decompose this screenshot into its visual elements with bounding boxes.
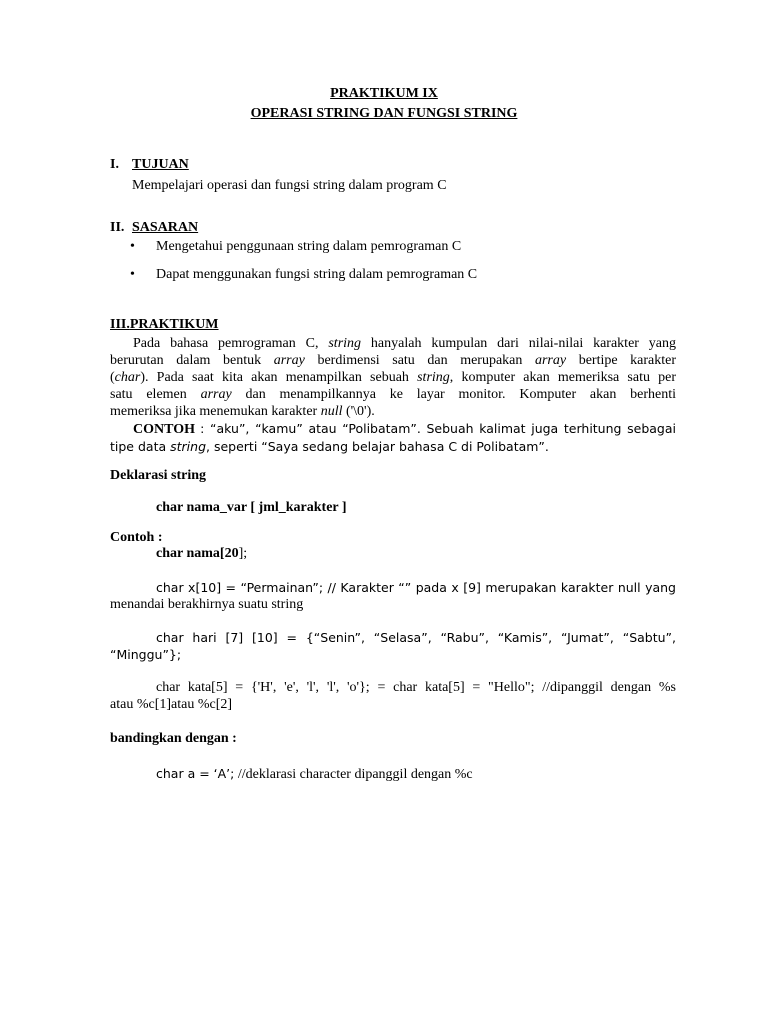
text-run-italic: array (200, 387, 232, 402)
text-run: Pada bahasa pemrograman C, (133, 336, 319, 351)
text-run-italic: char (114, 370, 141, 385)
text-run: char kata[5] = {'H', 'e', 'l', 'l', 'o'}; = char kata[5] = "Hello"; //dipanggil dengan %s (156, 680, 676, 695)
list-item-text: Mengetahui penggunaan string dalam pemrograman C (156, 239, 462, 254)
tujuan-text: Mempelajari operasi dan fungsi string dalam program C (132, 178, 447, 193)
text-run: char a = ‘A’; (156, 766, 235, 781)
section-heading-sasaran (110, 220, 198, 236)
example-line: atau %c[1]atau %c[2] (110, 697, 233, 712)
section-number: III. (110, 317, 130, 332)
example-line (156, 679, 676, 696)
paragraph-line (133, 420, 676, 438)
section-heading-praktikum (110, 317, 219, 333)
text-run-italic: array (534, 353, 567, 368)
text-run-italic: null (320, 404, 343, 419)
deklarasi-label: Deklarasi string (110, 468, 207, 483)
bullet-icon: • (130, 267, 135, 282)
text-run: hanyalah kumpulan dari nilai-nilai karakter yang (370, 336, 677, 351)
list-item (130, 239, 461, 255)
list-item (130, 267, 477, 283)
section-number: I. (110, 157, 119, 172)
text-run: ('\0'). (345, 404, 375, 419)
text-run-bold: char nama[ (156, 546, 225, 561)
example-line (156, 579, 676, 596)
text-run: satu elemen (110, 387, 187, 402)
text-run: , seperti “Saya sedang belajar bahasa C di Polibatam”. (206, 439, 549, 454)
contoh-code (156, 545, 247, 562)
section-label: SASARAN (132, 220, 199, 235)
text-run: tipe data (110, 439, 167, 454)
paragraph-line (110, 369, 676, 386)
deklarasi-code: char nama_var [ jml_karakter ] (156, 500, 347, 515)
text-run: bertipe karakter (578, 353, 677, 368)
text-run: ]; (238, 546, 248, 561)
section-label: PRAKTIKUM (129, 317, 219, 332)
contoh-label: Contoh : (110, 530, 163, 545)
section-heading-tujuan (110, 157, 189, 173)
text-run-italic: string (328, 336, 362, 351)
text-run: : “aku”, “kamu” atau “Polibatam”. Sebuah kalimat juga terhitung sebagai (200, 421, 676, 436)
paragraph-line (110, 438, 549, 455)
text-run: berurutan dalam bentuk (110, 353, 262, 368)
paragraph-line (110, 386, 676, 403)
example-line: “Minggu”}; (110, 647, 182, 662)
char-a-example (156, 765, 473, 783)
text-run-bold: 20 (224, 546, 239, 561)
text-run: berdimensi satu dan merupakan (317, 353, 523, 368)
text-run: , komputer akan memeriksa satu per (449, 370, 677, 385)
paragraph-line (110, 352, 676, 369)
text-run: //deklarasi character dipanggil dengan %c (237, 767, 473, 782)
example-line: menandai berakhirnya suatu string (110, 597, 304, 612)
text-run-bold: CONTOH (133, 422, 195, 437)
page-subtitle: OPERASI STRING DAN FUNGSI STRING (250, 106, 518, 121)
section-label: TUJUAN (132, 157, 189, 172)
example-line (156, 629, 676, 646)
paragraph-line (133, 335, 676, 352)
bullet-icon: • (130, 239, 135, 254)
list-item-text: Dapat menggunakan fungsi string dalam pemrograman C (156, 267, 478, 282)
text-run: char x[10] = “Permainan”; // Karakter “” pada x [9] merupakan karakter null yang (156, 580, 676, 595)
page-title: PRAKTIKUM IX (330, 86, 438, 101)
bandingkan-label: bandingkan dengan : (110, 731, 237, 746)
text-run: dan menampilkannya ke layar monitor. Komputer akan berhenti (245, 387, 676, 402)
section-number: II. (110, 220, 125, 235)
text-run-italic: array (273, 353, 305, 368)
text-run-italic: string (170, 439, 207, 454)
text-run: char hari [7] [10] = {“Senin”, “Selasa”, “Rabu”, “Kamis”, “Jumat”, “Sabtu”, (156, 630, 676, 645)
text-run: memeriksa jika menemukan karakter (110, 404, 318, 419)
text-run: ). Pada saat kita akan menampilkan sebuah (140, 370, 409, 385)
text-run-italic: string (417, 370, 450, 385)
paragraph-line (110, 403, 375, 420)
text-run: ( (110, 370, 115, 385)
